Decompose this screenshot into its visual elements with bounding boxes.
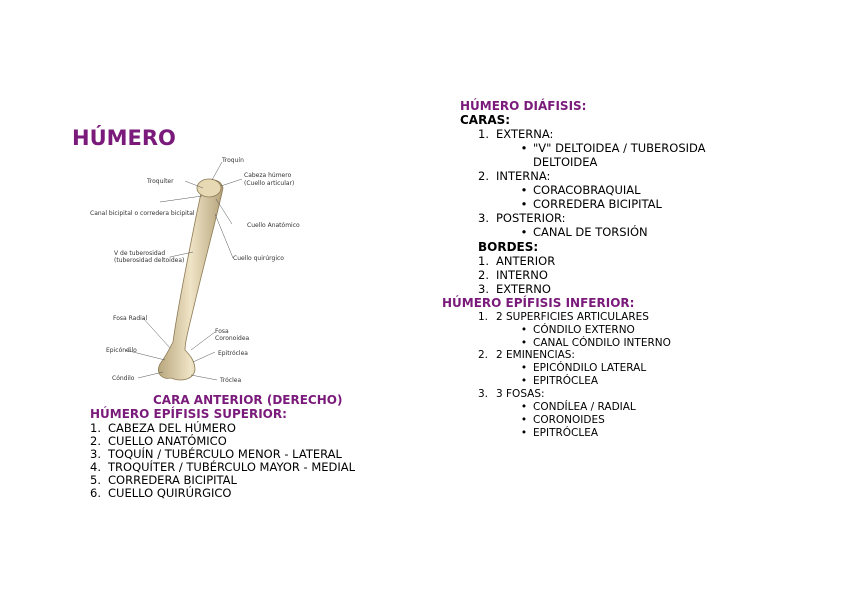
epifisis-superior-heading: HÚMERO EPÍFISIS SUPERIOR: bbox=[90, 407, 287, 421]
bullet-icon: • bbox=[520, 337, 528, 349]
epifisis-superior-list bbox=[90, 421, 355, 499]
item-number: 2. bbox=[478, 169, 489, 183]
sub-item bbox=[515, 401, 636, 413]
sub-item bbox=[515, 324, 635, 336]
bullet-icon: • bbox=[520, 414, 528, 426]
list-item bbox=[478, 254, 555, 268]
list-item bbox=[90, 486, 355, 499]
label-v-deltoidea: V de tuberosidad bbox=[114, 250, 166, 257]
label-fosa-radial: Fosa Radial bbox=[113, 315, 148, 322]
list-item bbox=[478, 127, 553, 141]
label-troclea: Tróclea bbox=[220, 377, 242, 384]
list-item bbox=[90, 447, 355, 460]
sub-item-text: EPITRÓCLEA bbox=[533, 427, 599, 439]
label-cabeza-2: (Cuello articular) bbox=[244, 180, 295, 187]
label-fosa-coronoidea: Fosa bbox=[215, 328, 229, 335]
bullet-icon: • bbox=[520, 375, 528, 387]
sub-item-text: CORACOBRAQUIAL bbox=[533, 183, 641, 197]
item-text: CUELLO ANATÓMICO bbox=[108, 434, 227, 448]
bullet-icon: • bbox=[520, 324, 528, 336]
epifisis-inferior-heading: HÚMERO EPÍFISIS INFERIOR: bbox=[442, 296, 635, 310]
item-text: 2 SUPERFICIES ARTICULARES bbox=[496, 311, 649, 323]
item-number: 1. bbox=[90, 421, 101, 435]
label-troquiter: Troquíter bbox=[147, 178, 174, 185]
label-corredera: Canal bicipital o corredera bicipital bbox=[90, 210, 195, 217]
bullet-icon: • bbox=[520, 401, 528, 413]
humerus-head bbox=[197, 179, 221, 197]
item-text: CABEZA DEL HÚMERO bbox=[108, 421, 236, 435]
item-text: CORREDERA BICIPITAL bbox=[108, 473, 237, 487]
sub-item bbox=[515, 427, 598, 439]
list-item bbox=[478, 169, 550, 183]
label-v-deltoidea-2: (tuberosidad deltoidea) bbox=[114, 257, 185, 264]
label-epicondilo: Epicóndilo bbox=[106, 347, 137, 354]
item-number: 1. bbox=[478, 254, 489, 268]
list-item bbox=[478, 282, 551, 296]
list-item bbox=[478, 211, 566, 225]
item-text: 2 EMINENCIAS: bbox=[496, 349, 575, 361]
item-text: INTERNA: bbox=[496, 169, 551, 183]
figure-caption: CARA ANTERIOR (DERECHO) bbox=[153, 393, 343, 407]
epifisis-superior-section bbox=[90, 407, 287, 421]
sub-item-text: CONDÍLEA / RADIAL bbox=[533, 401, 636, 413]
list-item bbox=[90, 421, 355, 434]
bordes-label: BORDES: bbox=[478, 240, 539, 254]
sub-item-text: CORREDERA BICIPITAL bbox=[533, 197, 662, 211]
item-number: 1. bbox=[478, 311, 489, 323]
item-text: TROQUÍTER / TUBÉRCULO MAYOR - MEDIAL bbox=[108, 460, 356, 474]
sub-item-text: CANAL CÓNDILO INTERNO bbox=[533, 337, 671, 349]
sub-item-text: CORONOIDES bbox=[533, 414, 605, 426]
list-item bbox=[478, 268, 548, 282]
sub-item-text: CÓNDILO EXTERNO bbox=[533, 324, 635, 336]
list-item bbox=[90, 473, 355, 486]
sub-item bbox=[515, 414, 605, 426]
item-number: 2. bbox=[90, 434, 101, 448]
label-fosa-coronoidea-2: Coronoidea bbox=[215, 335, 250, 342]
sub-item-continuation: DELTOIDEA bbox=[533, 155, 598, 169]
item-number: 3. bbox=[478, 282, 489, 296]
sub-item bbox=[515, 362, 646, 374]
diafisis-heading: HÚMERO DIÁFISIS: bbox=[460, 99, 587, 113]
sub-item-text: CANAL DE TORSIÓN bbox=[533, 225, 648, 239]
humerus-figure bbox=[85, 152, 300, 392]
item-number: 1. bbox=[478, 127, 489, 141]
item-text: EXTERNA: bbox=[496, 127, 554, 141]
label-cuello-anatomico: Cuello Anatómico bbox=[247, 222, 300, 229]
item-text: 3 FOSAS: bbox=[496, 388, 545, 400]
item-number: 4. bbox=[90, 460, 101, 474]
sub-item bbox=[515, 375, 598, 387]
item-text: TOQUÍN / TUBÉRCULO MENOR - LATERAL bbox=[108, 447, 342, 461]
item-number: 3. bbox=[478, 211, 489, 225]
bullet-icon: • bbox=[520, 427, 528, 439]
item-text: ANTERIOR bbox=[496, 254, 556, 268]
list-item bbox=[478, 388, 545, 400]
item-number: 6. bbox=[90, 486, 101, 500]
bullet-icon: • bbox=[520, 362, 528, 374]
item-text: CUELLO QUIRÚRGICO bbox=[108, 486, 232, 500]
bullet-icon: • bbox=[520, 183, 528, 197]
label-cabeza: Cabeza húmero bbox=[244, 172, 292, 179]
list-item bbox=[90, 460, 355, 473]
item-text: INTERNO bbox=[496, 268, 548, 282]
item-number: 2. bbox=[478, 349, 489, 361]
page-title: HÚMERO bbox=[72, 126, 176, 150]
list-item bbox=[90, 434, 355, 447]
sub-item bbox=[515, 197, 662, 211]
label-condilo: Cóndilo bbox=[112, 375, 135, 382]
caras-label: CARAS: bbox=[460, 113, 511, 127]
bullet-icon: • bbox=[520, 225, 528, 239]
item-number: 3. bbox=[90, 447, 101, 461]
bullet-icon: • bbox=[520, 197, 528, 211]
sub-item bbox=[515, 225, 648, 239]
label-cuello-quirurgico: Cuello quirúrgico bbox=[233, 255, 284, 262]
item-text: EXTERNO bbox=[496, 282, 551, 296]
sub-item bbox=[515, 183, 641, 197]
sub-item-text: EPICÓNDILO LATERAL bbox=[533, 362, 647, 374]
item-text: POSTERIOR: bbox=[496, 211, 566, 225]
label-epitroclea: Epitróclea bbox=[218, 350, 248, 357]
sub-item-text: EPITRÓCLEA bbox=[533, 375, 599, 387]
list-item bbox=[478, 349, 575, 361]
item-number: 5. bbox=[90, 473, 101, 487]
sub-item bbox=[515, 141, 706, 155]
bullet-icon: • bbox=[520, 141, 528, 155]
label-troquin: Troquín bbox=[222, 157, 244, 164]
sub-item-text: "V" DELTOIDEA / TUBEROSIDA bbox=[533, 141, 706, 155]
item-number: 3. bbox=[478, 388, 489, 400]
sub-item bbox=[515, 337, 671, 349]
item-number: 2. bbox=[478, 268, 489, 282]
list-item bbox=[478, 311, 649, 323]
